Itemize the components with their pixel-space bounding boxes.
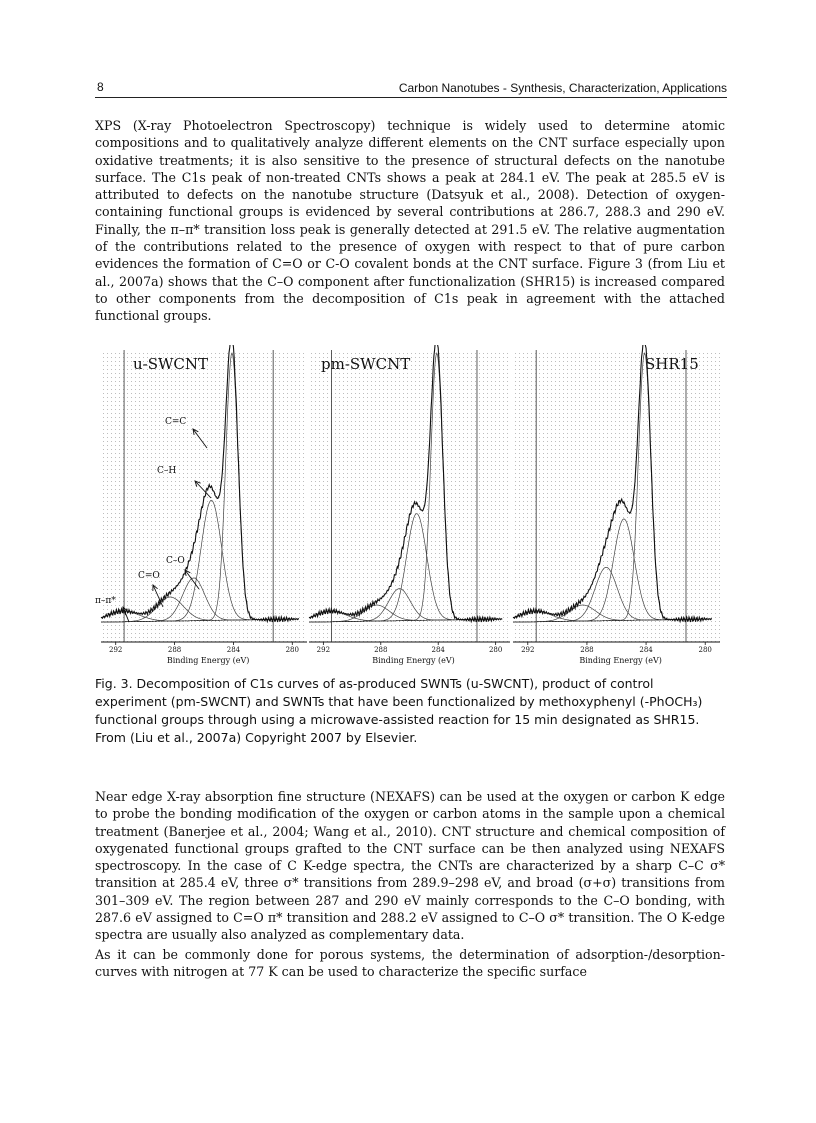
- paragraph-text: XPS (X-ray Photoelectron Spectroscopy) technique is widely used to determine atomic compositions and to qualitatively analyze different elements on the CNT surface especially upon oxidative treatments; it is also sensitive to the presence of structural defects on the nanotube surface. The C1s peak of non-treated CNTs shows a peak at 284.1 eV. The peak at 285.5 eV is attributed to defects on the nanotube structure (Datsyuk et al., 2008). Detection of oxygen-containing functional groups is evidenced by several contributions at 286.7, 288.3 and 290 eV. Finally, the π–π* transition loss peak is generally detected at 291.5 eV. The relative augmentation of the contributions related to the presence of oxygen with respect to that of pure carbon evidences the formation of C=O or C-O covalent bonds at the CNT surface. Figure 3 (from Liu et al., 2007a) shows that the C–O component after functionalization (SHR15) is increased compared to other components from the decomposition of C1s peak in agreement with the attached functional groups.: [95, 118, 725, 324]
- x-tick-label: 292: [109, 646, 123, 654]
- x-axis-label: Binding Energy (eV): [372, 656, 455, 665]
- page-header: [95, 80, 727, 98]
- peak-annotation: C=C: [165, 417, 187, 427]
- peak-annotation: C–O: [166, 556, 185, 566]
- panel-title: u-SWCNT: [133, 355, 209, 373]
- plot-area: [513, 350, 720, 642]
- caption-text: Fig. 3. Decomposition of C1s curves of as-produced SWNTs (u-SWCNT), product of control experiment (pm-SWCNT) and SWNTs that have been functionalized by methoxyphenyl (-PhOCH₃) functional groups through using a microwave-assisted reaction for 15 min designated as SHR15. From (Liu et al., 2007a) Copyright 2007 by Elsevier.: [95, 676, 703, 745]
- figure-3: [95, 345, 725, 670]
- x-axis-label: Binding Energy (eV): [579, 656, 662, 665]
- paragraph-xps: [95, 117, 725, 325]
- x-tick-label: 288: [580, 646, 594, 654]
- paragraph-adsorption: [95, 946, 725, 981]
- paragraph-text: Near edge X-ray absorption fine structure (NEXAFS) can be used at the oxygen or carbon K edge to probe the bonding modification of the oxygen or carbon atoms in the sample upon a chemical treatment (Banerjee et al., 2004; Wang et al., 2010). CNT structure and chemical composition of oxygenated functional groups grafted to the CNT surface can be then analyzed using NEXAFS spectroscopy. In the case of C K-edge spectra, the CNTs are characterized by a sharp C–C σ* transition at 285.4 eV, three σ* transitions from 289.9–298 eV, and broad (σ+σ) transitions from 301–309 eV. The region between 287 and 290 eV mainly corresponds to the C–O bonding, with 287.6 eV assigned to C=O π* transition and 288.2 eV assigned to C–O σ* transition. The O K-edge spectra are usually also analyzed as complementary data.: [95, 789, 725, 943]
- x-tick-label: 288: [374, 646, 388, 654]
- paragraph-text: As it can be commonly done for porous systems, the determination of adsorption-/desorption-curves with nitrogen at 77 K can be used to characterize the specific surface: [95, 947, 725, 980]
- x-tick-label: 280: [698, 646, 712, 654]
- figure-3-chart: [95, 345, 725, 670]
- x-tick-label: 284: [226, 646, 241, 654]
- panel-title: pm-SWCNT: [321, 355, 411, 373]
- peak-annotation: C–H: [157, 466, 177, 476]
- x-tick-label: 284: [431, 646, 445, 654]
- x-tick-label: 280: [488, 646, 503, 654]
- plot-area: [309, 350, 510, 642]
- running-title: Carbon Nanotubes - Synthesis, Characterization, Applications: [398, 81, 727, 95]
- panel-title: SHR15: [645, 355, 699, 373]
- x-axis-label: Binding Energy (eV): [166, 656, 250, 665]
- peak-annotation: π–π*: [95, 596, 116, 606]
- x-tick-label: 288: [167, 646, 182, 654]
- page-number: 8: [97, 80, 104, 94]
- figure-caption: [95, 675, 720, 747]
- x-tick-label: 280: [285, 646, 299, 654]
- x-tick-label: 292: [316, 646, 331, 654]
- x-tick-label: 284: [639, 646, 653, 654]
- paragraph-nexafs: [95, 788, 725, 944]
- peak-annotation: C=O: [138, 571, 160, 581]
- x-tick-label: 292: [521, 646, 535, 654]
